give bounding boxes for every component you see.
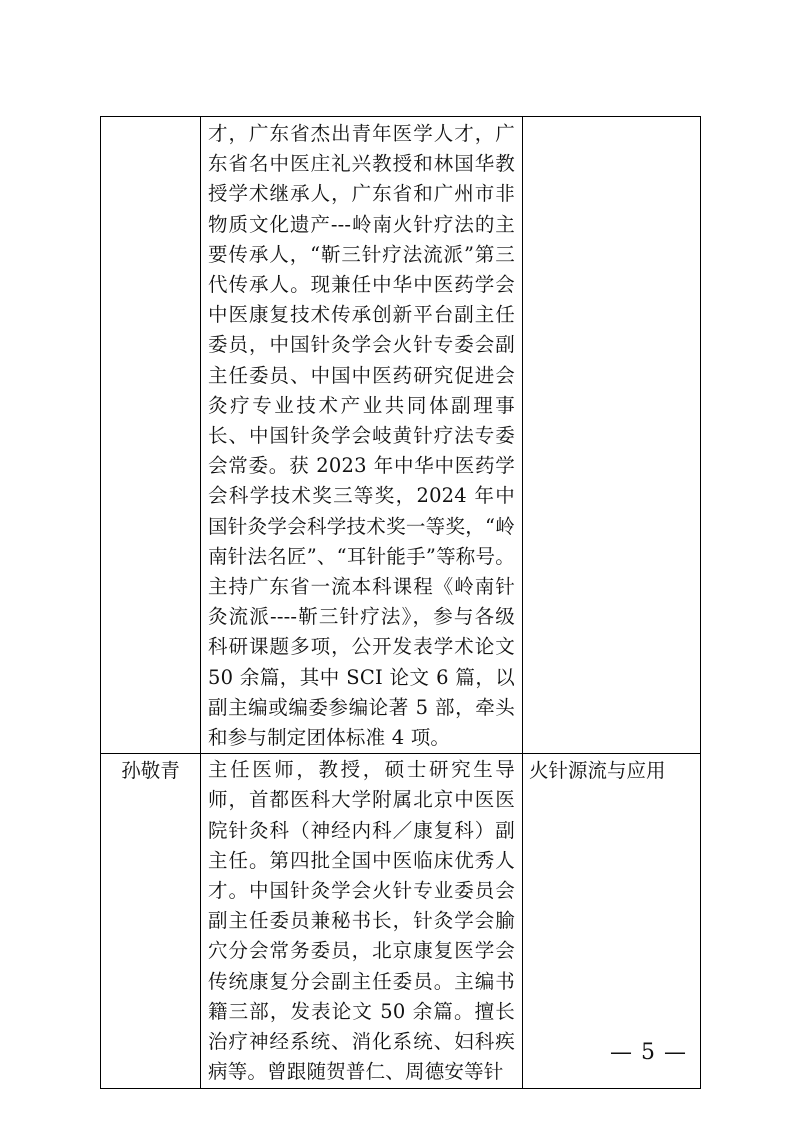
expert-bio: 主任医师，教授，硕士研究生导师，首都医科大学附属北京中医医院针灸科（神经内科／康复科）副主任。第四批全国中医临床优秀人才。中国针灸学会火针专业委员会副主任委员兼秘书长，针灸学会腧穴分会常务委员，北京康复医学会传统康复分会副主任委员。主编书籍三部，发表论文 50 余篇。擅长治疗神经系统、消化系统、妇科疾病等。曾跟随贺普仁、周德安等针 (208, 758, 515, 1084)
table-row (101, 754, 701, 1088)
page-number: — 5 — (610, 1040, 687, 1065)
expert-bio: 才，广东省杰出青年医学人才，广东省名中医庄礼兴教授和林国华教授学术继承人，广东省和广州市非物质文化遗产---岭南火针疗法的主要传承人，“靳三针疗法流派”第三代传承人。现兼任中华中医药学会中医康复技术传承创新平台副主任委员，中国针灸学会火针专委会副主任委员、中国中医药研究促进会灸疗专业技术产业共同体副理事长、中国针灸学会岐黄针疗法专委会常委。获 2023 年中华中医药学会科学技术奖三等奖，2024 年中国针灸学会科学技术奖一等奖，“岭南针法名匠”、“耳针能手”等称号。主持广东省一流本科课程《岭南针灸流派----靳三针疗法》，参与各级科研课题多项，公开发表学术论文 50 余篇，其中 SCI 论文 6 篇，以副主编或编委参编论著 5 部，牵头和参与制定团体标准 4 项。 (208, 122, 515, 750)
name-cell (101, 754, 201, 1088)
table-row (101, 117, 701, 754)
topic-cell (523, 117, 701, 754)
name-cell (101, 117, 201, 754)
expert-table (100, 116, 701, 1089)
lecture-topic (523, 117, 700, 119)
topic-cell (523, 754, 701, 1088)
bio-cell (201, 117, 523, 754)
lecture-topic: 火针源流与应用 (529, 759, 666, 783)
expert-name: 孙敬青 (121, 759, 180, 783)
expert-name (101, 117, 200, 119)
bio-cell (201, 754, 523, 1088)
